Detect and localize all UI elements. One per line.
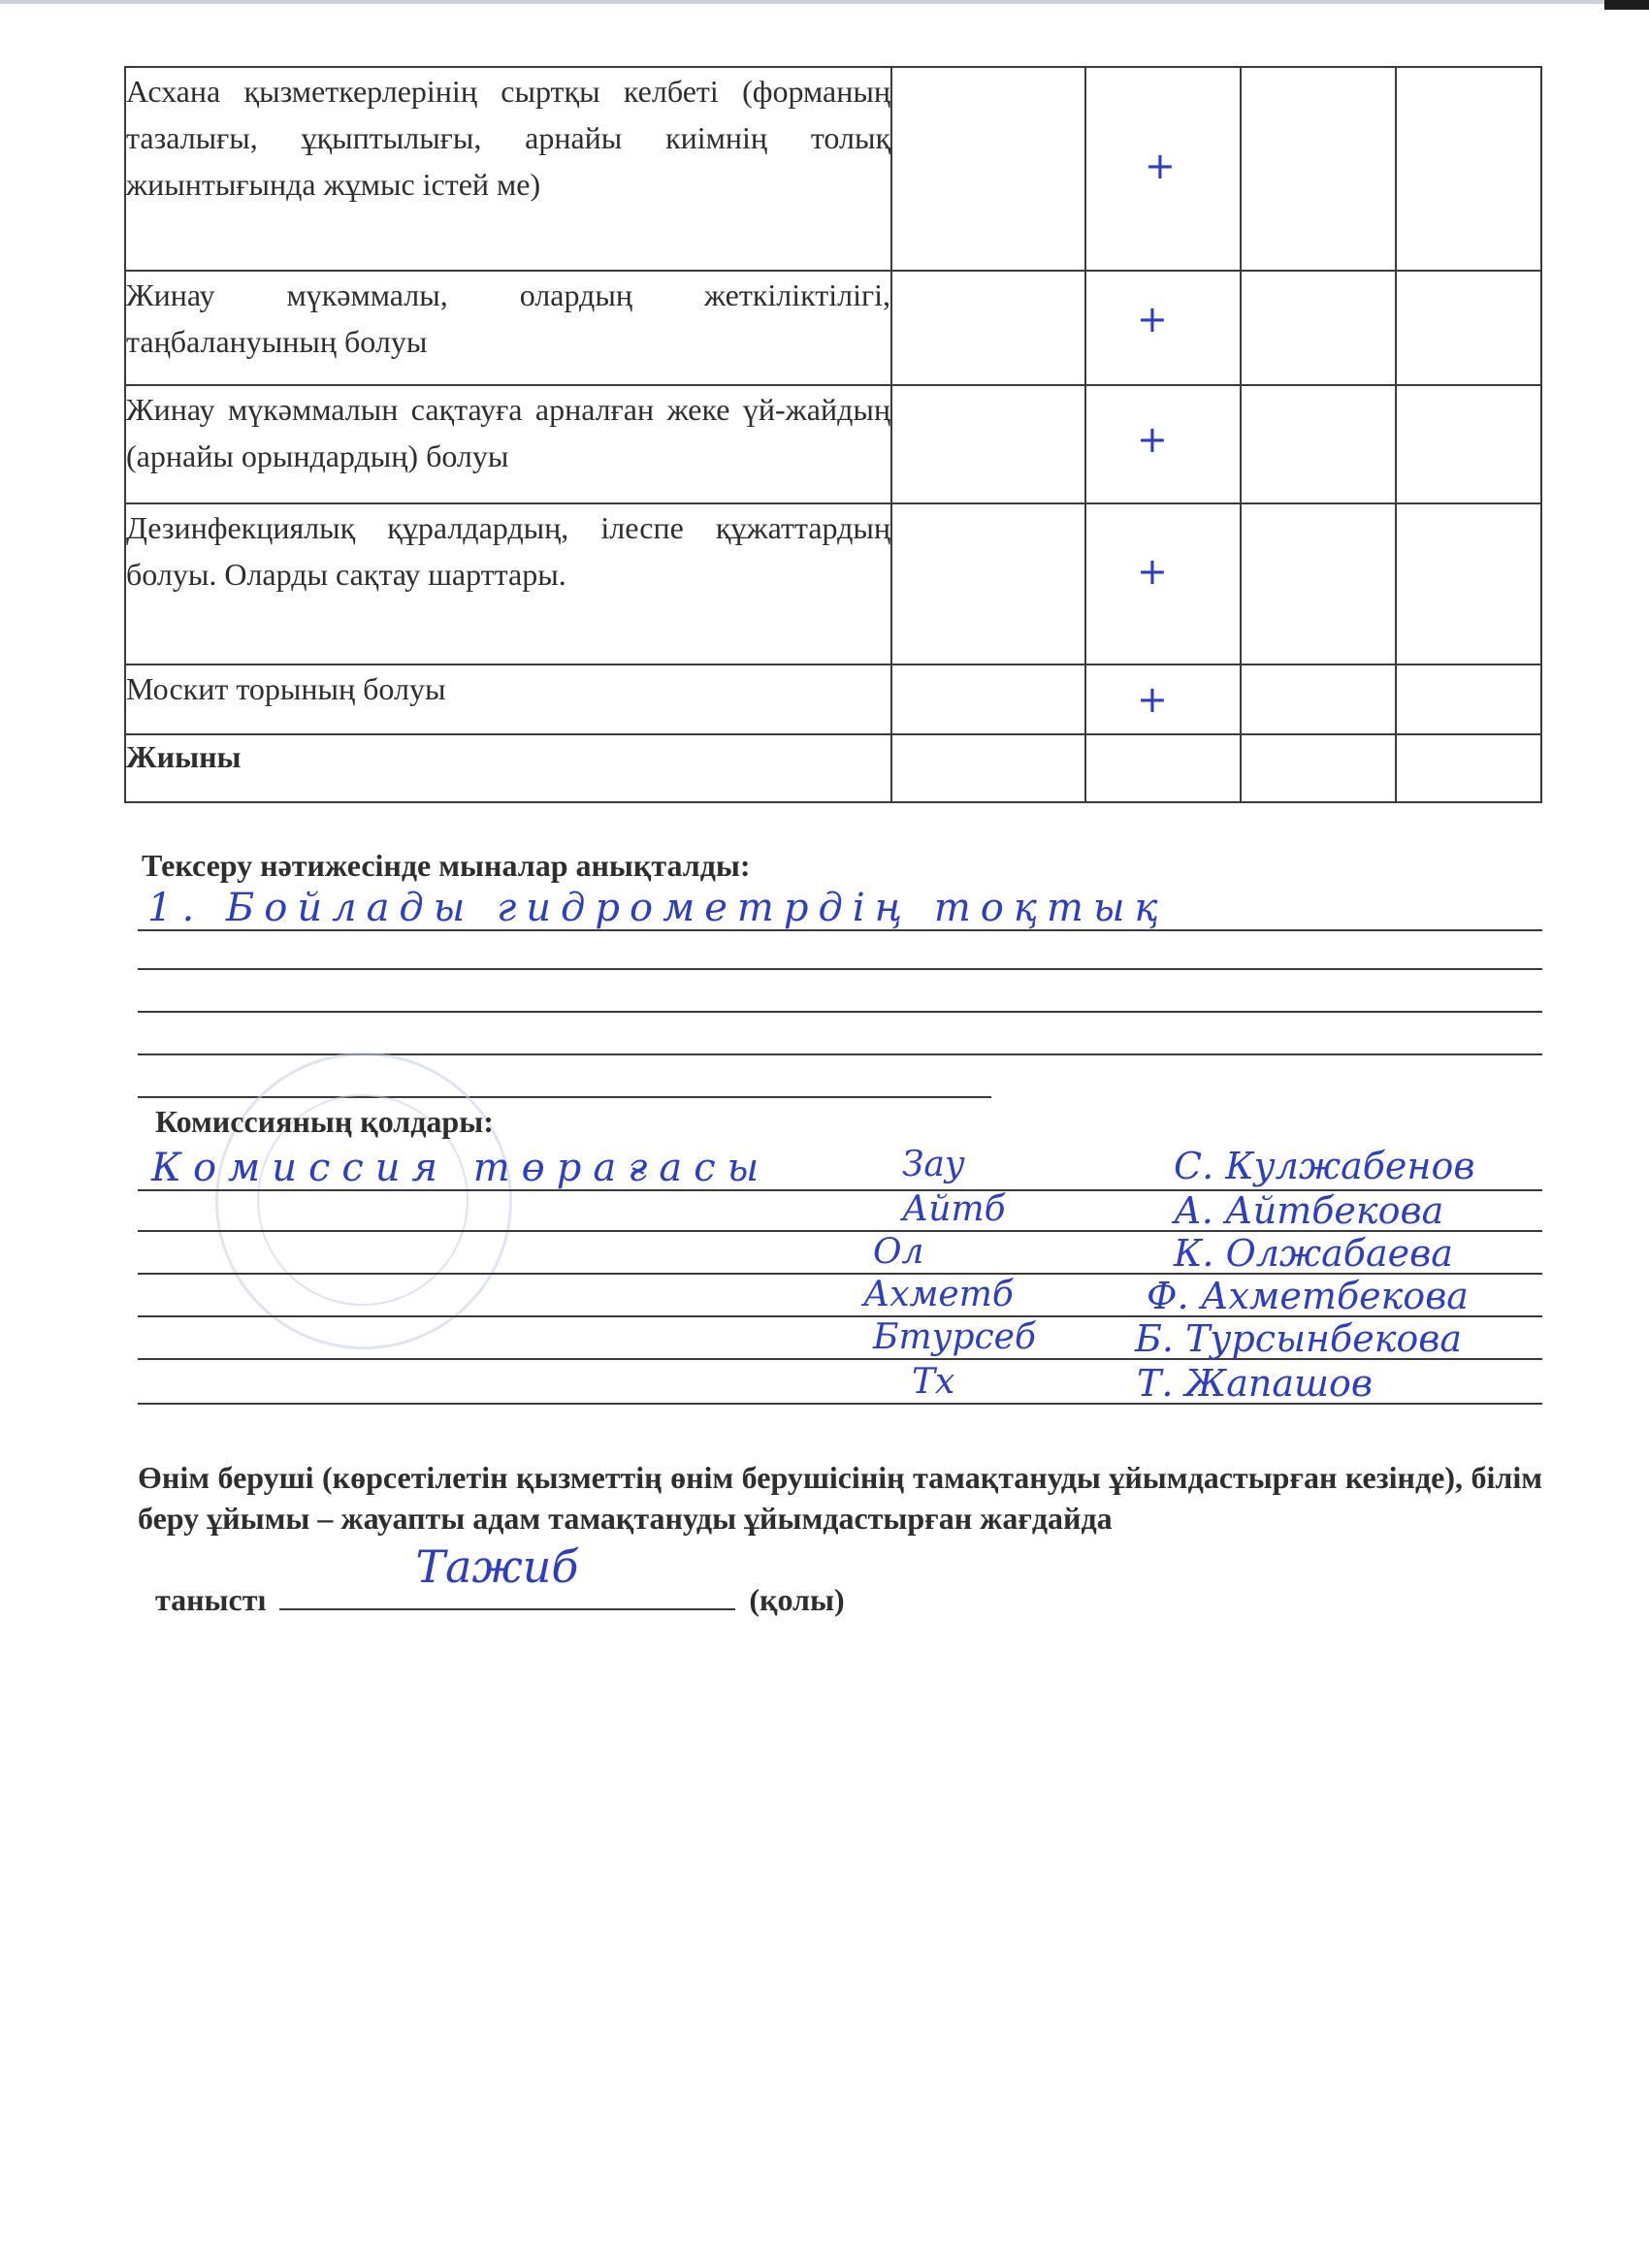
supplier-statement: Өнім беруші (көрсетілетін қызметтің өнім берушісінің тамақтануды ұйымдастырған кезінде), білім беру ұйымы – жауапты адам тамақтануды ұйымдастырған жағдайда: [138, 1460, 1542, 1536]
fill-line: [138, 929, 1542, 931]
mark-cell: [1241, 271, 1396, 385]
ack-label: таныстı: [155, 1582, 267, 1617]
table-row: [125, 67, 1541, 271]
mark-cell: [1241, 664, 1396, 734]
pen-mark: +: [1137, 418, 1168, 461]
mark-cell: [1085, 385, 1241, 503]
table-row: [125, 503, 1541, 664]
total-cell: [1241, 734, 1396, 802]
signature-row: [873, 1317, 1552, 1366]
ack-signature: Тажиб: [415, 1540, 579, 1593]
total-cell: [1085, 734, 1241, 802]
findings-handwriting: 1. Бойлады гидрометрдің тоқтық: [147, 886, 1168, 930]
mark-cell: [1241, 385, 1396, 503]
table-row: [125, 271, 1541, 385]
table-row: [125, 734, 1541, 802]
mark-cell: [1085, 67, 1241, 271]
chair-handwriting: Комиссия төрағасы: [151, 1146, 771, 1190]
mark-cell: [1396, 271, 1541, 385]
total-cell: [1396, 734, 1541, 802]
mark-cell: [1396, 67, 1541, 271]
pen-mark: +: [1137, 678, 1168, 721]
signature-mark: Айтб: [902, 1189, 1006, 1229]
mark-cell: [1241, 67, 1396, 271]
findings-heading: Тексеру нәтижесінде мыналар анықталды:: [142, 848, 751, 883]
pen-mark: +: [1137, 550, 1168, 593]
fill-line: [138, 968, 1542, 970]
total-cell: [891, 734, 1085, 802]
signatory-name: К. Олжабаева: [1174, 1232, 1453, 1275]
checklist-table: [124, 66, 1542, 803]
mark-cell: [891, 503, 1085, 664]
signatory-name: Т. Жапашов: [1137, 1362, 1373, 1405]
fill-line: [138, 1011, 1542, 1013]
signature-row: [873, 1232, 1552, 1280]
criterion-cell: Москит торының болуы: [125, 664, 891, 734]
signature-mark: Ахметб: [863, 1275, 1014, 1314]
signature-row: [902, 1145, 1562, 1193]
acknowledgement-row: [155, 1540, 845, 1620]
mark-cell: [891, 271, 1085, 385]
mark-cell: [1085, 503, 1241, 664]
criterion-cell: Жинау мүкәммалы, олардың жеткіліктілігі, таңбалануының болуы: [125, 271, 891, 385]
table-row: [125, 664, 1541, 734]
scan-corner: [1604, 0, 1649, 10]
criterion-cell: Дезинфекциялық құралдардың, ілеспе құжаттардың болуы. Оларды сақтау шарттары.: [125, 503, 891, 664]
signatory-name: Б. Турсынбекова: [1135, 1317, 1463, 1360]
total-label: Жиыны: [125, 734, 891, 802]
commission-heading: Комиссияның қолдары:: [155, 1104, 494, 1139]
mark-cell: [891, 385, 1085, 503]
criterion-cell: Жинау мүкәммалын сақтауға арналған жеке үй-жайдың (арнайы орындардың) болуы: [125, 385, 891, 503]
signature-blank: [279, 1540, 735, 1610]
signature-mark: Бтурсеб: [873, 1317, 1036, 1357]
table-row: [125, 385, 1541, 503]
pen-mark: +: [1145, 145, 1176, 187]
signatory-name: А. Айтбекова: [1174, 1189, 1444, 1232]
stamp-seal: [215, 1053, 512, 1349]
signature-mark: Зау: [902, 1145, 965, 1184]
signature-mark: Тх: [912, 1362, 955, 1402]
mark-cell: [1241, 503, 1396, 664]
signature-row: [902, 1189, 1562, 1238]
criterion-cell: Асхана қызметкерлерінің сыртқы келбеті (форманың тазалығы, ұқыптылығы, арнайы киімнің толық жиынтығында жұмыс істей ме): [125, 67, 891, 271]
signatory-name: Ф. Ахметбекова: [1147, 1275, 1469, 1317]
signature-mark: Ол: [873, 1232, 924, 1272]
mark-cell: [1396, 385, 1541, 503]
mark-cell: [1085, 271, 1241, 385]
mark-cell: [1396, 503, 1541, 664]
scan-edge: [0, 0, 1649, 4]
signatory-name: С. Кулжабенов: [1174, 1145, 1475, 1187]
signature-row: [912, 1362, 1552, 1410]
mark-cell: [1396, 664, 1541, 734]
signature-row: [863, 1275, 1552, 1323]
mark-cell: [891, 664, 1085, 734]
mark-cell: [1085, 664, 1241, 734]
mark-cell: [891, 67, 1085, 271]
ack-suffix: (қолы): [749, 1582, 845, 1617]
pen-mark: +: [1137, 298, 1168, 340]
